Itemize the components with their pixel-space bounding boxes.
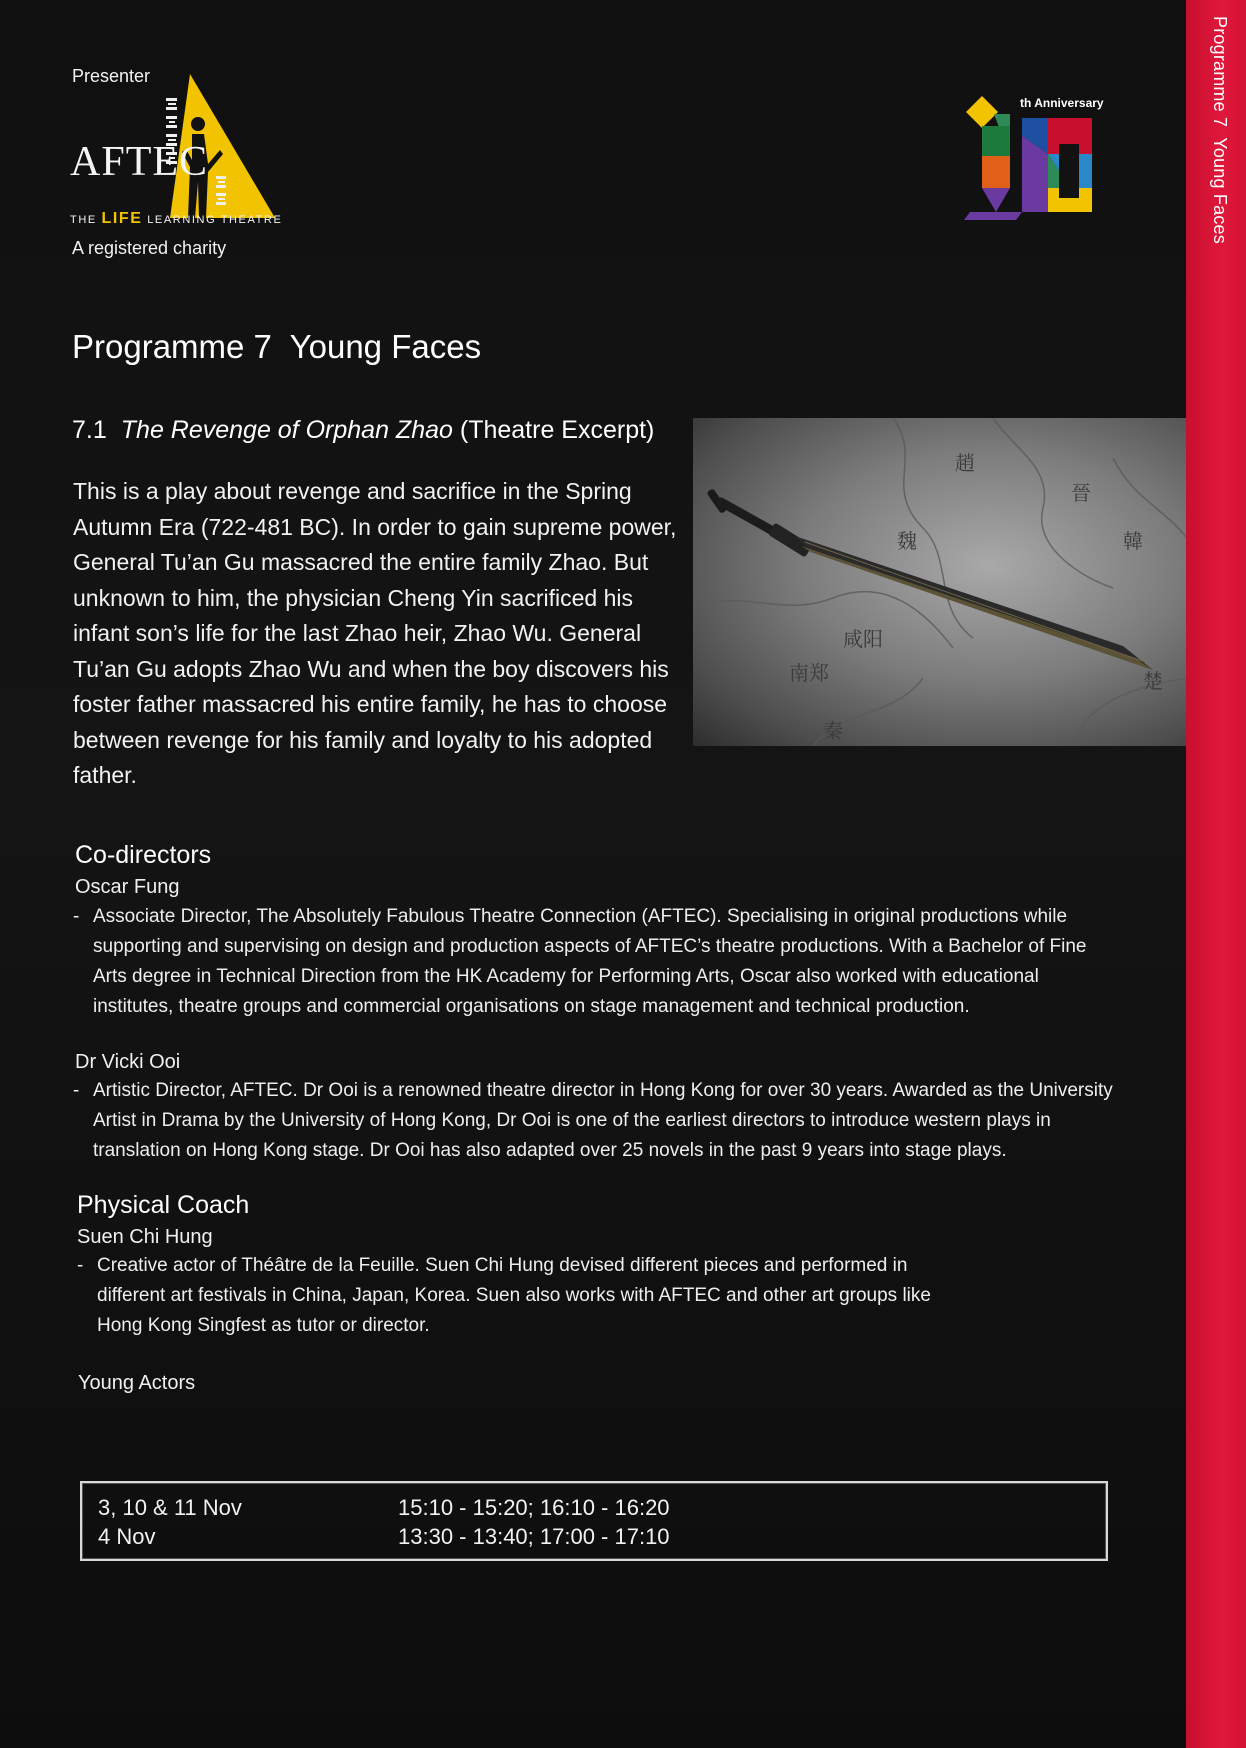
young-actors-label: Young Actors xyxy=(78,1372,196,1394)
svg-text:趙: 趙 xyxy=(955,451,975,475)
side-tab-label: Programme 7 Young Faces xyxy=(1210,16,1230,244)
oscar-name: Oscar Fung xyxy=(75,876,180,898)
aftec-logo xyxy=(70,72,283,232)
suen-description xyxy=(77,1251,977,1341)
vicki-description xyxy=(73,1076,1113,1166)
logo-tagline-life: LIFE xyxy=(101,210,143,227)
anniversary-label: th Anniversary xyxy=(1020,96,1104,110)
bullet-dash: - xyxy=(77,1255,84,1276)
anniversary-10-icon xyxy=(964,96,1104,222)
oscar-description-text: Associate Director, The Absolutely Fabulous Theatre Connection (AFTEC). Specialising in original productions while supporting and supervising on design and production aspects of AFTEC’s theatre productions. With a Bachelor of Fine Arts degree in Technical Direction from the HK Academy for Performing Arts, Oscar also worked with educational institutes, theatre groups and commercial organisations on stage management and technical production. xyxy=(93,906,1087,1017)
svg-text:南郑: 南郑 xyxy=(789,661,829,685)
suen-name: Suen Chi Hung xyxy=(77,1226,213,1248)
bullet-dash: - xyxy=(73,1080,80,1101)
schedule-row xyxy=(98,1495,1098,1523)
sword-map-photo xyxy=(693,418,1187,746)
anniversary-badge xyxy=(964,96,1104,222)
svg-text:咸阳: 咸阳 xyxy=(843,627,883,651)
vicki-name: Dr Vicki Ooi xyxy=(75,1051,181,1073)
suen-description-text: Creative actor of Théâtre de la Feuille. Suen Chi Hung devised different pieces and performed in different art festivals in China, Japan, Korea. Suen also works with AFTEC and other art groups like Hong Kong Singfest as tutor or director. xyxy=(97,1255,931,1336)
oscar-description xyxy=(73,902,1113,1022)
svg-text:韓: 韓 xyxy=(1123,529,1143,553)
schedule-box xyxy=(80,1481,1108,1561)
red-side-tab xyxy=(1186,0,1246,1748)
svg-text:楚: 楚 xyxy=(1143,669,1163,693)
logo-tagline-pre: THE xyxy=(70,214,102,226)
schedule-row xyxy=(98,1524,1098,1552)
schedule-date: 4 Nov xyxy=(98,1524,156,1549)
schedule-date: 3, 10 & 11 Nov xyxy=(98,1495,242,1520)
programme-title: Programme 7 Young Faces xyxy=(72,328,482,365)
schedule-time: 13:30 - 13:40; 17:00 - 17:10 xyxy=(398,1524,670,1549)
svg-text:秦: 秦 xyxy=(823,719,843,743)
synopsis-text: This is a play about revenge and sacrifice in the Spring Autumn Era (722-481 BC). In order to gain supreme power, General Tu’an Gu massacred the entire family Zhao. But unknown to him, the physician Cheng Yin sacrificed his infant son’s life for the last Zhao heir, Zhao Wu. General Tu’an Gu adopts Zhao Wu and when the boy discovers his foster father massacred his entire family, he has to choose between revenge for his family and loyalty to his adopted father. xyxy=(73,478,677,788)
item-number: 7.1 xyxy=(72,416,107,444)
vicki-description-text: Artistic Director, AFTEC. Dr Ooi is a renowned theatre director in Hong Kong for over 30 years. Awarded as the University Artist in Drama by the University of Hong Kong, Dr Ooi is one of the earliest directors to introduce western plays in translation on Hong Kong stage. Dr Ooi has also adapted over 25 novels in the past 9 years into stage plays. xyxy=(93,1080,1113,1161)
item-play-title: The Revenge of Orphan Zhao xyxy=(120,416,453,444)
svg-text:晉: 晉 xyxy=(1071,481,1091,505)
charity-note: A registered charity xyxy=(72,238,227,258)
schedule-time: 15:10 - 15:20; 16:10 - 16:20 xyxy=(398,1495,670,1520)
logo-tagline xyxy=(70,210,282,228)
coach-heading: Physical Coach xyxy=(77,1191,250,1219)
svg-text:魏: 魏 xyxy=(897,529,917,553)
item-title xyxy=(72,416,654,445)
item-suffix: (Theatre Excerpt) xyxy=(452,416,655,444)
codirectors-heading: Co-directors xyxy=(75,841,212,869)
sword-on-map-image xyxy=(693,418,1187,746)
presenter-label: Presenter xyxy=(72,66,151,86)
logo-wordmark: AFTEC xyxy=(70,139,209,185)
logo-tagline-post: LEARNING THEATRE xyxy=(142,214,283,226)
bullet-dash: - xyxy=(73,906,80,927)
